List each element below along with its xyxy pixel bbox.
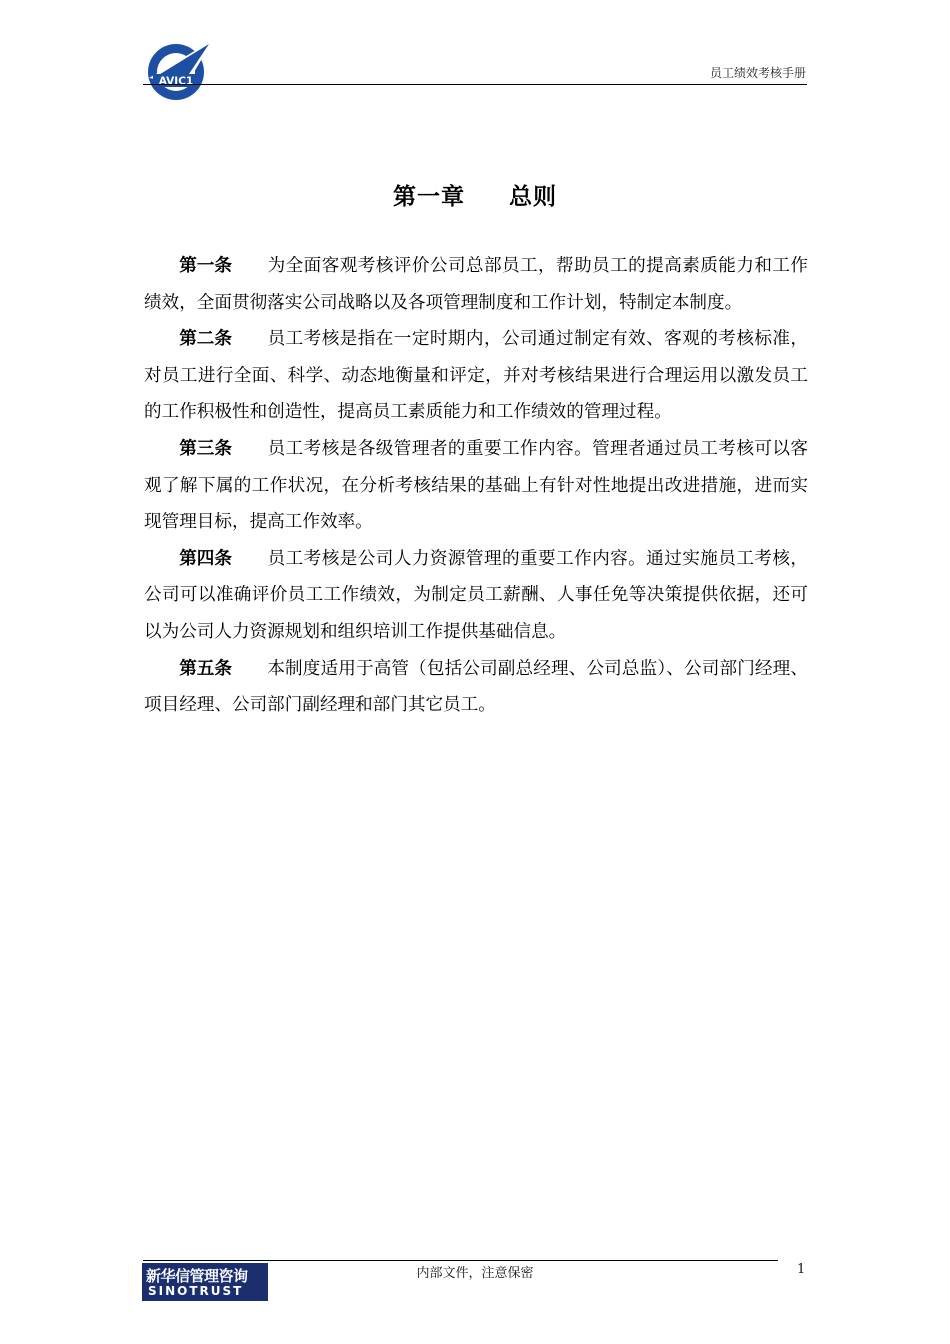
article-2 xyxy=(144,321,808,431)
avic-logo-text: AVIC1 xyxy=(158,75,194,88)
article-text: 本制度适用于高管（包括公司副总经理、公司总监）、公司部门经理、项目经理、公司部门副经理和部门其它员工。 xyxy=(144,658,808,716)
article-1 xyxy=(144,248,808,321)
article-5 xyxy=(144,651,808,724)
header-divider xyxy=(143,84,807,85)
confidential-note: 内部文件，注意保密 xyxy=(416,1266,534,1281)
chapter-title xyxy=(0,178,950,211)
header-title: 员工绩效考核手册 xyxy=(709,66,806,80)
sinotrust-logo-cn: 新华信管理咨询 xyxy=(146,1267,248,1285)
chapter-body xyxy=(144,248,808,724)
chapter-number: 第一章 xyxy=(393,184,465,210)
article-3 xyxy=(144,431,808,541)
article-text: 员工考核是指在一定时期内，公司通过制定有效、客观的考核标准，对员工进行全面、科学、动态地衡量和评定，并对考核结果进行合理运用以激发员工的工作积极性和创造性，提高员工素质能力和工作绩效的管理过程。 xyxy=(144,329,808,423)
article-number: 第四条 xyxy=(179,548,232,569)
article-4 xyxy=(144,541,808,651)
article-number: 第三条 xyxy=(179,438,232,459)
article-number: 第二条 xyxy=(179,329,232,350)
avic-logo xyxy=(143,34,215,102)
article-number: 第一条 xyxy=(179,256,232,276)
footer-divider xyxy=(143,1260,778,1261)
chapter-name: 总则 xyxy=(509,184,557,210)
article-text: 为全面客观考核评价公司总部员工，帮助员工的提高素质能力和工作绩效，全面贯彻落实公司战略以及各项管理制度和工作计划，特制定本制度。 xyxy=(144,256,808,313)
article-text: 员工考核是各级管理者的重要工作内容。管理者通过员工考核可以客观了解下属的工作状况，在分析考核结果的基础上有针对性地提出改进措施，进而实现管理目标，提高工作效率。 xyxy=(144,438,808,533)
article-text: 员工考核是公司人力资源管理的重要工作内容。通过实施员工考核，公司可以准确评价员工工作绩效，为制定员工薪酬、人事任免等决策提供依据，还可以为公司人力资源规划和组织培训工作提供基础信息。 xyxy=(144,548,808,642)
sinotrust-logo-en: SINOTRUST xyxy=(148,1284,244,1298)
page-number: 1 xyxy=(797,1262,806,1277)
article-number: 第五条 xyxy=(179,658,232,679)
